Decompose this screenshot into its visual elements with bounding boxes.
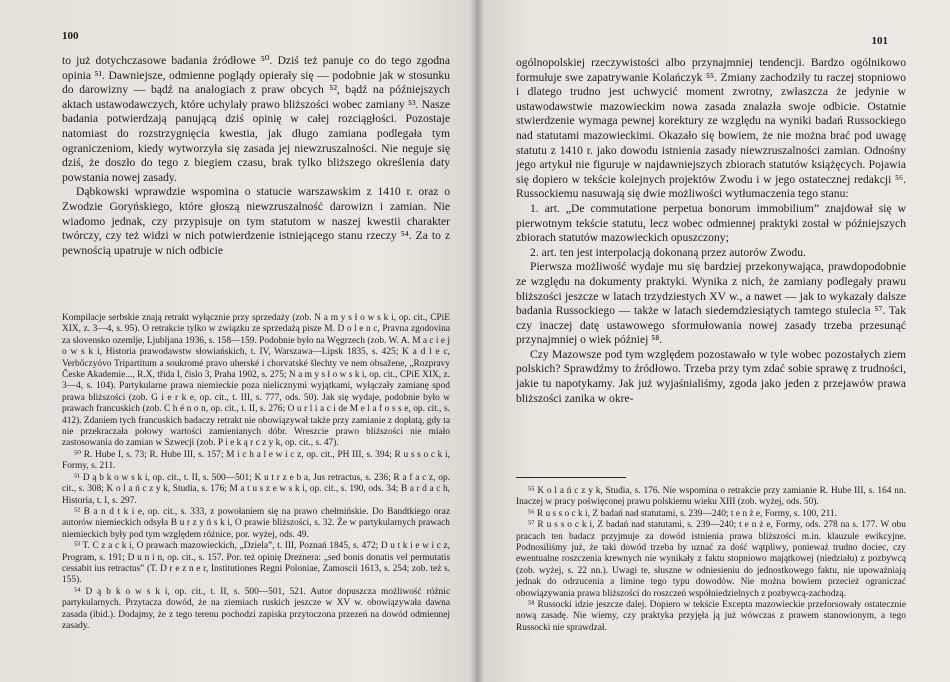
footnote-56: ⁵⁶ R u s s o c k i, Z badań nad statutami, s. 239—240; t e n ż e, Formy, s. 100, 211. — [528, 508, 837, 519]
right-body-text — [516, 56, 906, 406]
page-number-right: 101 — [871, 35, 888, 47]
footnote-52: ⁵² B a n d t k i e, op. cit., s. 333, z powołaniem się na prawo chełmińskie. Do Bandtkiego oraz autorów niemieckich odsyła B u r z y ń s k i, O prawie bliższości, s. 32. Że w partykularnych prawach niemieckich były pod tym względem różnice, por. wyżej, ods. 49. — [62, 506, 450, 540]
right-body-paragraph-2: Pierwsza możliwość wydaje mu się bardziej przekonywająca, prawdopodobnie ze względu na dokumenty praktyki. Wynika z nich, że zamiany podlegały prawu bliższości jeszcze w latach trzydziestych XV w., a nawet — jak to wykazały dalsze badania Russockiego — także w latach siedemdziesiątych tamtego stulecia ⁵⁷. Tak czy inaczej datę ustawowego sformułowania nowej zasady trzeba przesunąć przynajmniej o wiek później ⁵⁸. — [516, 260, 906, 347]
footnote-58: ⁵⁸ Russocki idzie jeszcze dalej. Dopiero w tekście Excepta mazowieckie przeforsowały ostatecznie nową zasadę. Nie wiemy, czy praktyka przyjęła ją już wówczas z prawem stanowionym, a tego Russocki nie sprawdzał. — [516, 600, 906, 633]
right-page — [476, 0, 950, 682]
left-body-text — [62, 54, 450, 258]
right-body-item-1: 1. art. „De commutatione perpetua bonorum immobilium” znajdował się w pierwotnym tekście statutu, lecz wobec odmiennej praktyki został w późniejszych zbiorach statutów mazowieckich opuszczony; — [516, 201, 906, 245]
left-footnote-continued: Kompilacje serbskie znają retrakt wyłącznie przy sprzedaży (zob. N a m y s ł o w s k i, op. cit., CPiE XIX, z. 3—4, s. 95). O retrakcie tylko w związku ze sprzedażą pisze M. D o l e n c, Pravna zgodovina za slovensko ozemlje, Ljubljana 1936, s. 158—159. Podobnie było na Węgrzech (zob. W. A. M a c i e j o w s k i, Historia prawodawstw słowiańskich, t. IV, Warszawa—Lipsk 1835, s. 425; K a d l e c, Verbőczyóvo Tripartitum a soukromé pravo uherské i chorvatské šlechty ve nem obsažene, „Rozpravy Česke Akademie..., R.X, třída I, čislo 3, Praha 1902, s. 275; N a m y s ł o w s k i, op. cit., CPiE XIX, z. 3—4, s. 104). Partykularne prawa niemieckie poza nielicznymi wyjątkami, wyłączały zamianę spod prawa bliższości (zob. G i e r k e, op. cit., t. III, s. 777, ods. 50). Jak się wydaje, podobnie było w prawach francuskich (zob. C h é n o n, op. cit., t. II, s. 276; O u r l i a c i de M e l a f o s s e, op. cit., s. 412). Zdaniem tych francuskich badaczy retrakt nie obowiązywał także przy zamianie z dopłatą, gdy ta nie przekraczała połowy wartości zamienianych dóbr. Wreszcie prawo bliższości nie miało zastosowania do zamian w Szwecji (zob. P i e k ą r c z y k, op. cit., s. 47). — [62, 313, 450, 449]
footnote-50: ⁵⁰ R. Hube I, s. 73; R. Hube III, s. 157; M i c h a l e w i c z, op. cit., PH III, s. 394; R u s s o c k i, Formy, s. 211. — [62, 449, 450, 472]
footnote-55: ⁵⁵ K o l a ń c z y k, Studia, s. 176. Nie wspomina o retrakcie przy zamianie R. Hube III, s. 164 nn. Inaczej w pracy poświęconej prawu polskiemu wieku XIII (zob. wyżej, ods. 50). — [516, 486, 906, 508]
right-body-paragraph-3: Czy Mazowsze pod tym względem pozostawało w tyle wobec pozostałych ziem polskich? Sprawdźmy to źródłowo. Trzeba przy tym zdać sobie sprawę z trudności, jakie tu napotykamy. Jak już wyjaśnialiśmy, zgoda jako jeden z przejawów prawa bliższości zanika w okre- — [516, 347, 906, 405]
right-body-paragraph-1: ogólnopolskiej rzeczywistości albo przynajmniej tendencji. Bardzo ogólnikowo formułuje swe zapatrywanie Kolańczyk ⁵⁵. Zmiany zachodziły tu raczej stopniowo i dlatego trudno jest uchwycić moment zwrotny, zwłaszcza że jedynie w ustawodawstwie mazowieckim nowa zasada znalazła swoje odbicie. Ostatnie stwierdzenie wymaga pewnej korektury ze względu na wyniki badań Russockiego nad statutami mazowieckimi. Okazało się bowiem, że nie można brać pod uwagę statutu z 1410 r. jako dowodu istnienia zasady niewzruszalności zamian. Odnośny jego artykuł nie figuruje w najdawniejszych zbiorach statutów książęcych. Pojawia się dopiero w tekście kolejnych projektów Zwodu i w jego ostatecznej redakcji ⁵⁶. Russockiemu nasuwają się dwie możliwości wytłumaczenia tego stanu: — [516, 56, 906, 201]
right-body-item-2: 2. art. ten jest interpolacją dokonaną przez autorów Zwodu. — [530, 245, 806, 259]
footnote-53: ⁵³ T. C z a c k i, O prawach mazowieckich, „Dziela”, t. III, Poznań 1845, s. 472; D u t k i e w i c z, Program, s. 191; D u n i n, op. cit., s. 157. Por. też opinię Dreznera: „sed bonis donatis vel permutatis cessabit ius retractus” (T. D r e z n e r, Institutiones Regni Poloniae, Zamoscii 1613, s. 254; zob. też s. 155). — [62, 541, 450, 586]
page-number-left: 100 — [62, 30, 79, 42]
footnote-57: ⁵⁷ R u s s o c k i, Z badań nad statutami, s. 239—240; t e n ż e, Formy, ods. 278 na s. 177. W obu pracach ten badacz przyjmuje za dowód istnienia prawa bliższości m.in. klauzule ewikcyjne. Podnosiliśmy już, że taki dowód trzeba by uznać za dość wątpliwy, ponieważ trudno dociec, czy ewentualne roszczenia krewnych nie wynikały z faktu stopniowo majątkowej (niedziału) z pozbywcą (zob. wyżej, s. 22 nn.). Uwagi te, słuszne w odniesieniu do jednostkowego faktu, nie upoważniają jednak do odrzucenia a limine tego typu dowodów. Nie można bowiem przecież ograniczać obowiązywania prawa bliższości do roszczeń współniedzielnych z pozbywcą-zachodzą. — [516, 520, 906, 599]
left-footnotes — [62, 313, 450, 632]
footnote-separator-rule — [516, 477, 626, 478]
right-footnotes — [516, 486, 906, 634]
footnote-51: ⁵¹ D ą b k o w s k i, op. cit., t. II, s. 500—501; K u t r z e b a, Jus retractus, s. 236; R a f a c z, op. cit., s. 308; K o l a ń c z y k, Studia, s. 176; M a t u s z e w s k i, op. cit., s. 190, ods. 34; B a r d a c h, Historia, t. I, s. 297. — [62, 472, 450, 506]
left-body-paragraph-1: to już dotychczasowe badania źródłowe ⁵⁰. Dziś też panuje co do tego zgodna opinia ⁵¹. Dawniejsze, odmienne poglądy opierały się — podobnie jak w stosunku do darowizny — bądź na analogiach z praw obcych ⁵², bądź na późniejszych aktach ustawodawczych, które uchylały prawo bliższości wobec zamiany ⁵³. Nasze badania potwierdzają panującą dziś opinię w całej rozciągłości. Pozostaje natomiast do rozstrzygnięcia kwestia, jak długo zamiana podlegała tym ograniczeniom, kiedy wytworzyła się zasada jej niewzruszalności. Nie neguje się dziś, że doszło do tego z biegiem czasu, brak tylko bliższego określenia daty powstania nowej zasady. — [62, 54, 450, 184]
footnote-54: ⁵⁴ D ą b k o w s k i, op. cit., t. II, s. 500—501, 521. Autor dopuszcza możliwość różnic partykularnych. Przytacza dowód, że na ziemiach ruskich jeszcze w XV w. obowiązywała dawna zasada (ibid.). Dodajmy, że z tego terenu pochodzi zapiska przytoczona przezeń na dowód odmiennej zasady. — [62, 586, 450, 631]
left-body-paragraph-2: Dąbkowski wprawdzie wspomina o statucie warszawskim z 1410 r. oraz o Zwodzie Goryńskiego, które głoszą niewzruszalność darowizn i zamian. Nie wiadomo jednak, czy przypisuje on tym statutom w naszej kwestii charakter twórczy, czy też widzi w nich potwierdzenie istniejącego stanu rzeczy ⁵⁴. Za to z pewnością upatruje w nich odbicie — [62, 185, 450, 257]
